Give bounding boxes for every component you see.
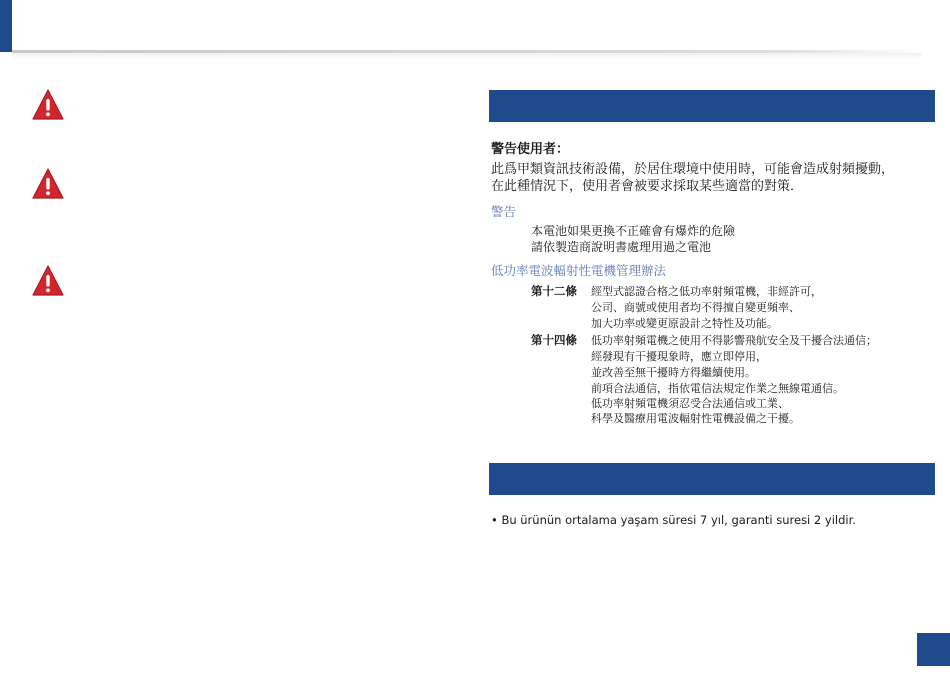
warning-line: 在此種情況下，使用者會被要求採取某些適當的對策．	[491, 179, 804, 194]
article-12-label: 第十二條	[531, 284, 577, 298]
warning-line: 此爲甲類資訊技術設備，於居住環境中使用時，可能會造成射頻擾動，	[491, 162, 895, 177]
article-14-line: 低功率射頻電機須忍受合法通信或工業、	[591, 397, 789, 410]
warning-triangle-icon	[31, 88, 65, 122]
warning-triangle-icon	[31, 167, 65, 201]
section-header-bar-turkey	[489, 463, 935, 495]
battery-warning-line: 請依製造商說明書處理用過之電池	[531, 240, 712, 254]
article-12-line: 公司、商號或使用者均不得擅自變更頻率、	[591, 301, 800, 314]
battery-warning-heading: 警告	[491, 204, 517, 219]
article-14-line: 並改善至無干擾時方得繼續使用。	[591, 366, 756, 379]
header-shadow	[12, 53, 922, 59]
rf-regulation-heading: 低功率電波輻射性電機管理辦法	[491, 263, 667, 278]
article-12-line: 加大功率或變更原設計之特性及功能。	[591, 317, 778, 330]
article-14-label: 第十四條	[531, 333, 577, 347]
page-number-badge	[917, 633, 950, 666]
article-14-line: 經發現有干擾現象時，應立即停用，	[591, 350, 767, 363]
battery-warning-line: 本電池如果更換不正確會有爆炸的危險	[531, 224, 736, 238]
header-accent-bar	[0, 0, 12, 52]
warning-title: 警告使用者：	[491, 142, 570, 157]
article-14-line: 低功率射頻電機之使用不得影響飛航安全及干擾合法通信；	[591, 334, 877, 347]
turkey-lifetime-note: • Bu ürünün ortalama yaşam süresi 7 yıl, garanti suresi 2 yildir.	[491, 513, 856, 527]
section-header-bar-taiwan	[489, 90, 935, 122]
article-14-line: 前項合法通信，指依電信法規定作業之無線電通信。	[591, 382, 844, 395]
warning-triangle-icon	[31, 264, 65, 298]
article-12-line: 經型式認證合格之低功率射頻電機，非經許可，	[591, 285, 822, 298]
article-14-line: 科學及醫療用電波輻射性電機設備之干擾。	[591, 412, 800, 425]
